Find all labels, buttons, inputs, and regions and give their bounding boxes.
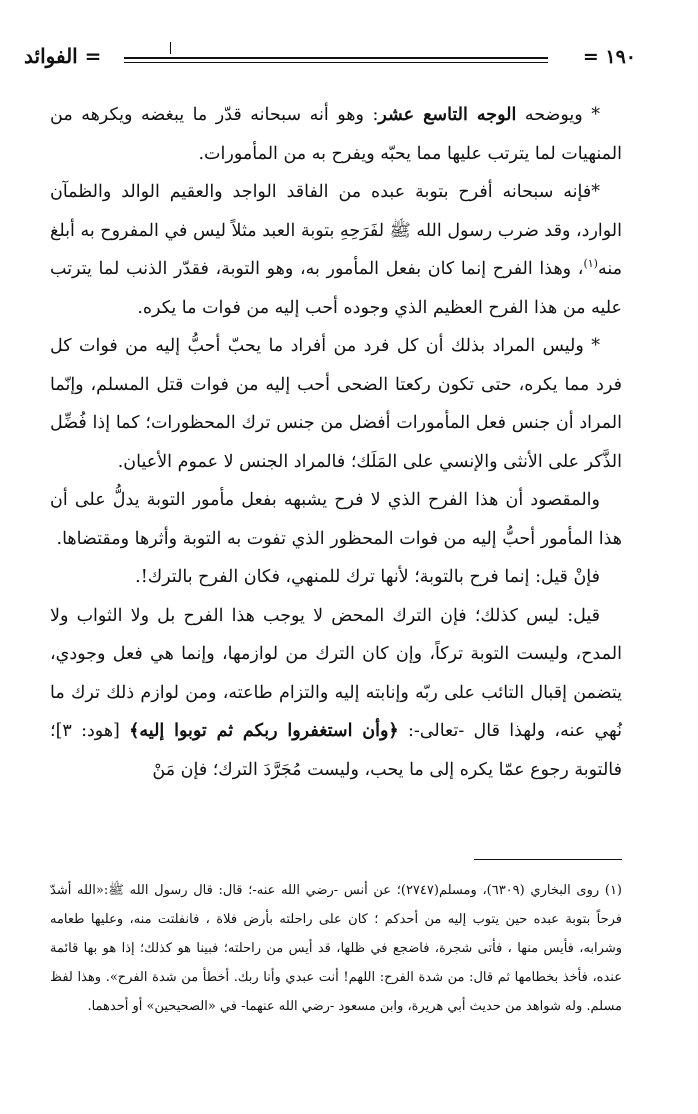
paragraph-3: * وليس المراد بذلك أن كل فرد من أفراد ما يحبّ أحبُّ إليه من فوات كل فرد مما يكره، حتى تكون ركعتا الضحى أحب إليه من فوات قتل المسلم، وإنّما المراد أن جنس فعل المأمورات أفضل من جنس ترك المحظورات؛ كما إذا فُضِّل الذَّكر على الأنثى والإنسي على المَلَك؛ فالمراد الجنس لا عموم الأعيان. <box>50 336 622 472</box>
paragraph-2 <box>50 173 622 327</box>
header-rule <box>124 57 548 63</box>
p1-rest: : وهو أنه سبحانه قدّر ما يبغضه ويكرهه من المنهيات لما يترتب عليها مما يحبّه ويفرح به من المأمورات. <box>50 105 622 164</box>
footnote-ref[interactable]: (١) <box>583 257 598 271</box>
p1-heading: الوجه التاسع عشر <box>378 105 517 125</box>
header-tick <box>170 42 171 54</box>
p6-text-b: [هود: ٣]؛ فالتوبة رجوع عمّا يكره إلى ما يحب، وليست مُجَرَّدَ الترك؛ فإن مَنْ <box>50 721 622 780</box>
footnote-1: (١) روى البخاري (٦٣٠٩)، ومسلم(٢٧٤٧)؛ عن أنس -رضي الله عنه-؛ قال: قال رسول الله ﷺ:«الله أشدّ فرحاً بتوبة عبده حين يتوب إليه من أحدكم ؛ كان على راحلته بأرض فلاة ، فانفلتت منه، وعليها طعامه وشرابه، فأيس منها ، فأتى شجرة، فاضجع في ظلها، قد أيس من راحلته؛ فبينا هو كذلك؛ إذا هو بها قائمة عنده، فأخذ بخطامها ثم قال: من شدة الفرح: اللهم! أنت عبدي وأنا ربك. أخطأ من شدة الفرح». وهذا لفظ مسلم. وله شواهد من حديث أبي هريرة، وابن مسعود -رضي الله عنهما- في «الصحيحين» أو أحدهما. <box>50 883 622 1014</box>
page-header <box>24 40 636 80</box>
p2-text-a: *فإنه سبحانه أفرح بتوبة عبده من الفاقد الواجد والعقيم الوالد والظمآن الوارد، وقد ضرب رسول الله ﷺ لفَرَحِهِ بتوبة العبد مثلاً ليس في المفروح به أبلغ منه <box>50 182 622 279</box>
p1-lead: * ويوضحه <box>516 105 600 125</box>
paragraph-5: فإنْ قيل: إنما فرح بالتوبة؛ لأنها ترك للمنهي، فكان الفرح بالترك!. <box>135 567 600 587</box>
paragraph-6 <box>50 597 622 790</box>
main-text <box>50 96 622 789</box>
quran-verse: ﴿وأن استغفروا ربكم ثم توبوا إليه﴾ <box>129 721 399 741</box>
footnotes <box>50 876 622 1021</box>
p2-text-b: ، وهذا الفرح إنما كان بفعل المأمور به، وهو التوبة، فقدّر الذنب لما يترتب عليه من هذا الفرح العظيم الذي وجوده أحب إليه من فوات ما يكره. <box>50 259 622 318</box>
paragraph-4: والمقصود أن هذا الفرح الذي لا فرح يشبهه بفعل مأمور التوبة يدلُّ على أن هذا المأمور أحبُّ إليه من فوات المحظور الذي تفوت به التوبة وأثرها ومقتضاها. <box>50 490 622 549</box>
paragraph-1 <box>50 96 622 173</box>
p6-text-a: قيل: ليس كذلك؛ فإن الترك المحض لا يوجب هذا الفرح بل ولا الثواب ولا المدح، وليست التوبة تركاً، وإن كان الترك من لوازمها، وإنما هي فعل وجودي، يتضمن إقبال التائب على ربّه وإنابته إليه والتزام طاعته، ومن لوازم ذلك ترك ما نُهي عنه، ولهذا قال -تعالى-: <box>50 605 622 741</box>
footnote-separator <box>474 859 622 860</box>
page-number: ١٩٠ = <box>582 46 636 68</box>
book-title: = الفوائد <box>24 44 102 68</box>
